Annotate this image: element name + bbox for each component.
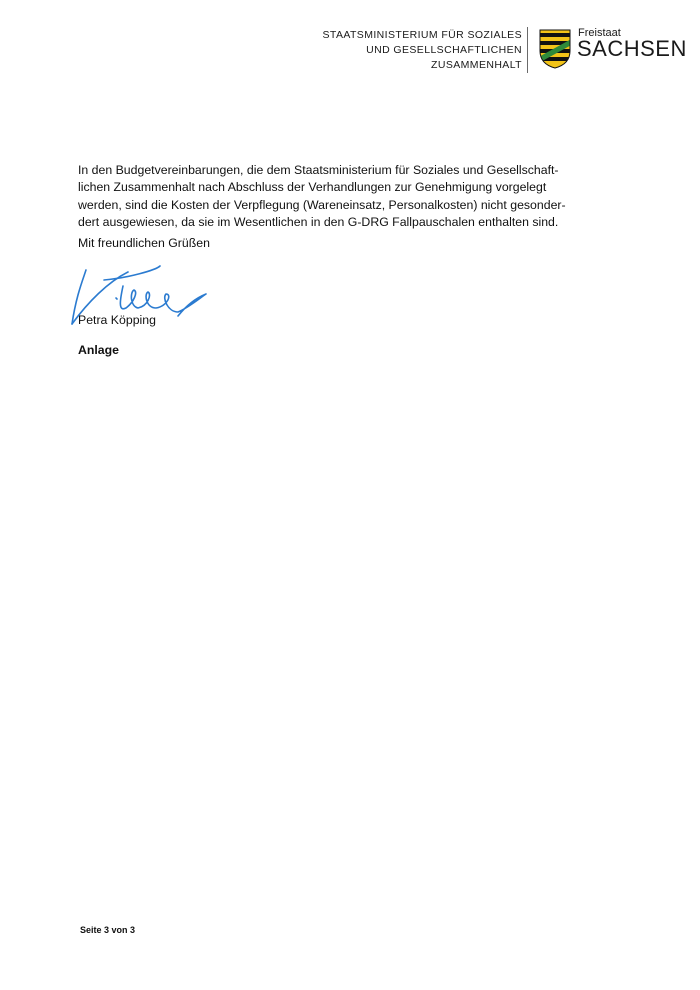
- ministry-line-1: STAATSMINISTERIUM FÜR SOZIALES: [322, 29, 522, 41]
- attachment-label: Anlage: [78, 343, 119, 357]
- brand-sachsen: SACHSEN: [577, 36, 687, 61]
- header-divider: [527, 27, 528, 73]
- body-line-1: In den Budgetvereinbarungen, die dem Staatsministerium für Soziales und Gesellschaft-: [78, 163, 559, 177]
- body-line-4: dert ausgewiesen, da sie im Wesentlichen in den G-DRG Fallpauschalen enthalten sind.: [78, 215, 559, 230]
- ministry-line-3: ZUSAMMENHALT: [431, 59, 522, 71]
- brand-freistaat: Freistaat: [578, 27, 621, 39]
- letter-body: [78, 162, 598, 232]
- closing-greeting: Mit freundlichen Grüßen: [78, 236, 210, 250]
- signer-name: Petra Köpping: [78, 313, 156, 327]
- body-line-3: werden, sind die Kosten der Verpflegung (Wareneinsatz, Personalkosten) nicht gesonder-: [78, 197, 566, 212]
- ministry-name: [323, 28, 522, 73]
- body-line-2: lichen Zusammenhalt nach Abschluss der Verhandlungen zur Genehmigung vorgelegt: [78, 180, 547, 195]
- page-number: Seite 3 von 3: [80, 925, 136, 935]
- coat-of-arms-icon: [539, 29, 571, 69]
- ministry-line-2: UND GESELLSCHAFTLICHEN: [366, 44, 522, 56]
